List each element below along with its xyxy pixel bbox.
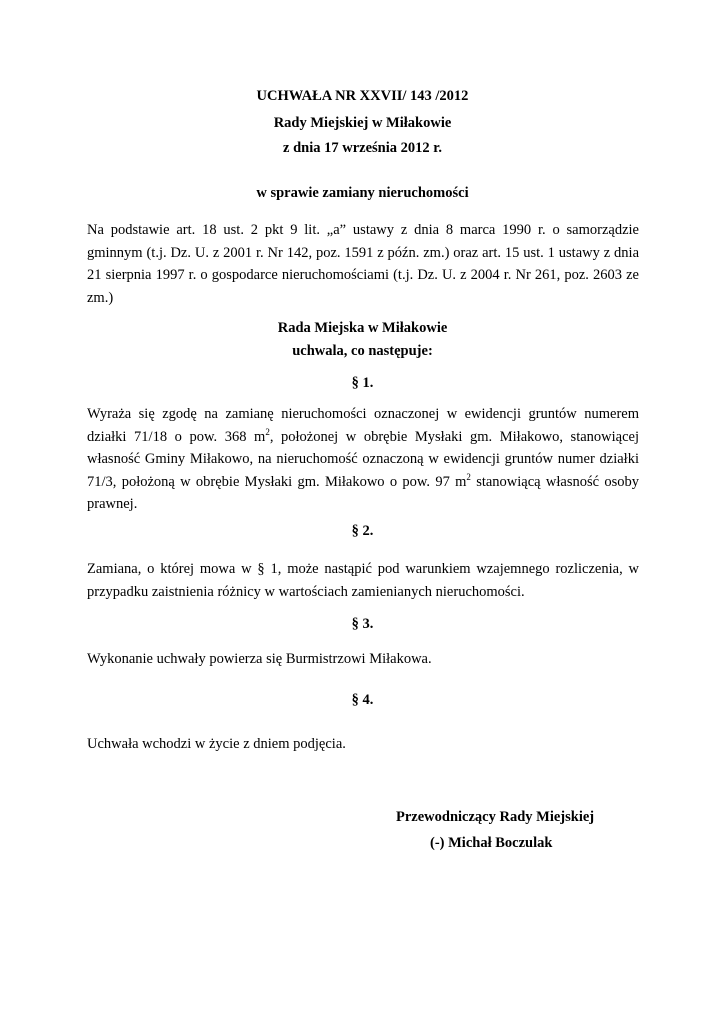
- signature-role: Przewodniczący Rady Miejskiej: [396, 809, 595, 825]
- square-superscript: 2: [466, 471, 471, 482]
- section-1-text-c: stanowiącą własność osoby prawnej.: [87, 473, 639, 512]
- resolution-issuer: Rady Miejskiej w Miłakowie: [273, 115, 452, 131]
- section-2-paragraph: Zamiana, o której mowa w § 1, może nastąpić pod warunkiem wzajemnego rozliczenia, w przypadku zaistnienia różnicy w wartościach zamienianych nieruchomości.: [87, 561, 639, 600]
- section-4-paragraph: Uchwała wchodzi w życie z dniem podjęcia.: [87, 736, 346, 752]
- square-superscript: 2: [265, 426, 270, 437]
- section-1-text-b: , położonej w obrębie Mysłaki gm. Miłakowo, stanowiącej własność Gminy Miłakowo, na nieruchomość oznaczoną w ewidencji gruntów numer działki 71/3, położoną w obrębie Mysłaki gm. Miłakowo o pow. 97 m: [87, 428, 639, 490]
- section-3-paragraph: Wykonanie uchwały powierza się Burmistrzowi Miłakowa.: [87, 651, 432, 667]
- resolution-subject: w sprawie zamiany nieruchomości: [256, 185, 469, 201]
- resolution-title: UCHWAŁA NR XXVII/ 143 /2012: [256, 88, 469, 104]
- section-1-heading: § 1.: [351, 375, 374, 391]
- preamble-paragraph: Na podstawie art. 18 ust. 2 pkt 9 lit. „a” ustawy z dnia 8 marca 1990 r. o samorządzie gminnym (t.j. Dz. U. z 2001 r. Nr 142, poz. 1591 z późn. zm.) oraz art. 15 ust. 1 ustawy z dnia 21 sierpnia 1997 r. o gospodarce nieruchomościami (t.j. Dz. U. z 2004 r. Nr 261, poz. 2603 ze zm.): [87, 222, 639, 306]
- section-4-heading: § 4.: [351, 692, 374, 708]
- resolution-date: z dnia 17 września 2012 r.: [283, 140, 442, 156]
- section-3-heading: § 3.: [351, 616, 374, 632]
- section-1-text-a: Wyraża się zgodę na zamianę nieruchomości oznaczonej w ewidencji gruntów numerem działki 71/18 o pow. 368 m: [87, 406, 639, 445]
- signature-name: (-) Michał Boczulak: [430, 835, 553, 851]
- section-2-heading: § 2.: [351, 523, 374, 539]
- resolves-line: uchwala, co następuje:: [292, 343, 433, 359]
- council-name: Rada Miejska w Miłakowie: [277, 320, 448, 336]
- section-1-paragraph: [87, 403, 639, 516]
